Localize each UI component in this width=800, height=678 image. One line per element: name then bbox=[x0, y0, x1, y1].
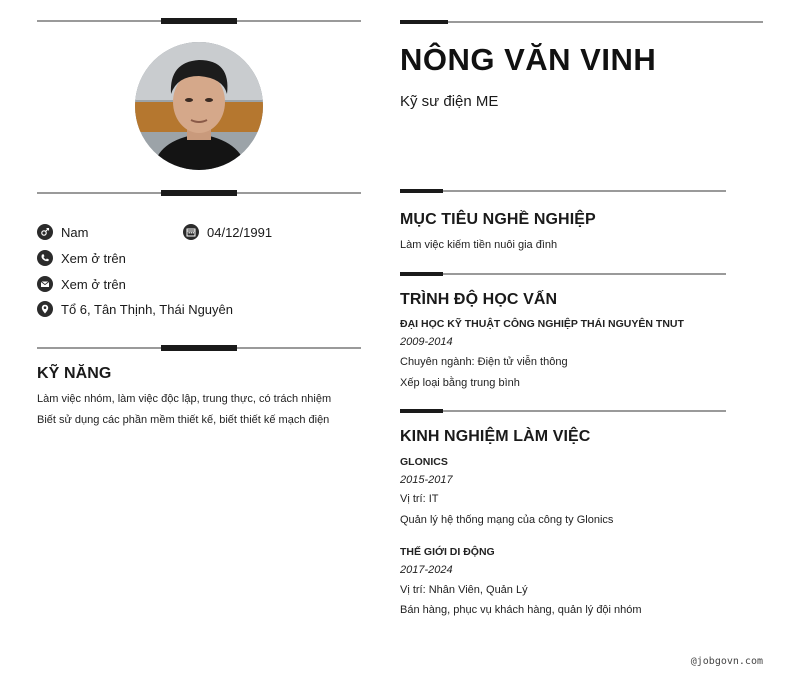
education-period: 2009-2014 bbox=[400, 336, 453, 348]
phone-value: Xem ở trên bbox=[61, 250, 126, 266]
objective-heading: MỤC TIÊU NGHỀ NGHIỆP bbox=[400, 211, 596, 228]
candidate-title: Kỹ sư điện ME bbox=[400, 93, 499, 110]
address-row bbox=[37, 301, 233, 317]
job-description: Bán hàng, phục vụ khách hàng, quản lý đội nhóm bbox=[400, 604, 642, 616]
header-divider bbox=[400, 21, 763, 23]
education-grade: Xếp loại bằng trung bình bbox=[400, 377, 520, 389]
job-period: 2017-2024 bbox=[400, 564, 453, 576]
skills-divider bbox=[37, 347, 361, 349]
email-row bbox=[37, 276, 126, 292]
profile-divider bbox=[37, 192, 361, 194]
experience-divider bbox=[400, 410, 726, 412]
education-divider bbox=[400, 273, 726, 275]
education-school: ĐẠI HỌC KỸ THUẬT CÔNG NGHIỆP THÁI NGUYÊN TNUT bbox=[400, 318, 684, 330]
phone-row bbox=[37, 250, 126, 266]
watermark: @jobgovn.com bbox=[690, 656, 763, 667]
experience-heading: KINH NGHIỆM LÀM VIỆC bbox=[400, 428, 591, 445]
job-position: Vị trí: Nhân Viên, Quản Lý bbox=[400, 584, 528, 596]
calendar-icon bbox=[183, 224, 199, 240]
avatar bbox=[135, 42, 263, 170]
job-position: Vị trí: IT bbox=[400, 493, 439, 505]
education-major: Chuyên ngành: Điện tử viễn thông bbox=[400, 356, 568, 368]
job-company: THẾ GIỚI DI ĐỘNG bbox=[400, 546, 495, 558]
job-period: 2015-2017 bbox=[400, 474, 453, 486]
phone-icon bbox=[37, 250, 53, 266]
gender-icon bbox=[37, 224, 53, 240]
job-description: Quản lý hệ thống mạng của công ty Glonics bbox=[400, 514, 614, 526]
candidate-name: NÔNG VĂN VINH bbox=[400, 42, 657, 77]
job-company: GLONICS bbox=[400, 456, 448, 468]
location-icon bbox=[37, 301, 53, 317]
address-value: Tổ 6, Tân Thịnh, Thái Nguyên bbox=[61, 301, 233, 317]
skill-item: Làm việc nhóm, làm việc độc lập, trung thực, có trách nhiệm bbox=[37, 393, 332, 405]
top-left-divider bbox=[37, 20, 361, 22]
birthdate-value: 04/12/1991 bbox=[207, 224, 273, 240]
objective-divider bbox=[400, 190, 726, 192]
gender-row bbox=[37, 224, 88, 240]
email-value: Xem ở trên bbox=[61, 276, 126, 292]
avatar-photo bbox=[135, 42, 263, 170]
email-icon bbox=[37, 276, 53, 292]
skills-heading: KỸ NĂNG bbox=[37, 365, 112, 382]
gender-value: Nam bbox=[61, 224, 89, 240]
education-heading: TRÌNH ĐỘ HỌC VẤN bbox=[400, 291, 558, 308]
objective-text: Làm việc kiếm tiền nuôi gia đình bbox=[400, 239, 558, 251]
birthdate-row bbox=[183, 224, 272, 240]
skill-item: Biết sử dụng các phần mềm thiết kế, biết thiết kế mạch điện bbox=[37, 414, 330, 426]
